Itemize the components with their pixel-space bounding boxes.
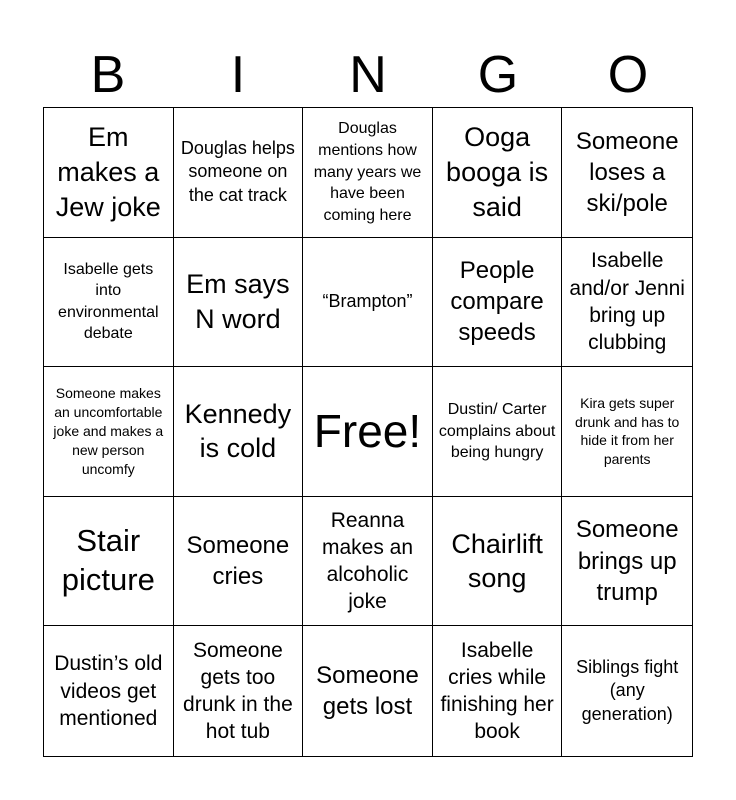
bingo-cell-r3-c5[interactable] bbox=[562, 367, 692, 497]
bingo-board bbox=[43, 107, 693, 757]
bingo-cell-r5-c4[interactable] bbox=[433, 626, 563, 756]
bingo-cell-r5-c3[interactable] bbox=[303, 626, 433, 756]
bingo-cell-r1-c4[interactable] bbox=[433, 108, 563, 238]
header-letter-b: B bbox=[90, 46, 126, 104]
cell-text: Reanna makes an alcoholic joke bbox=[321, 508, 414, 614]
bingo-cell-r5-c2[interactable] bbox=[174, 626, 304, 756]
header-letter-n: N bbox=[349, 46, 387, 104]
cell-text: Em makes a Jew joke bbox=[55, 122, 161, 222]
cell-text: Stair picture bbox=[61, 523, 155, 598]
bingo-cell-r4-c2[interactable] bbox=[174, 497, 304, 627]
cell-text: Isabelle and/or Jenni bring up clubbing bbox=[569, 249, 685, 355]
cell-text: Someone brings up trump bbox=[575, 516, 679, 606]
bingo-cell-r1-c5[interactable] bbox=[562, 108, 692, 238]
bingo-cell-r3-c2[interactable] bbox=[174, 367, 304, 497]
cell-text: Isabelle gets into environmental debate bbox=[58, 260, 159, 343]
cell-text: Someone loses a ski/pole bbox=[575, 127, 679, 217]
bingo-cell-r4-c1[interactable] bbox=[44, 497, 174, 627]
cell-text: Someone gets lost bbox=[316, 662, 419, 721]
bingo-header bbox=[43, 44, 693, 106]
cell-text: Chairlift song bbox=[451, 528, 543, 594]
bingo-cell-r4-c5[interactable] bbox=[562, 497, 692, 627]
cell-text: Dustin/ Carter complains about being hungry bbox=[438, 401, 556, 462]
cell-text: Douglas helps someone on the cat track bbox=[180, 137, 295, 206]
cell-text: Siblings fight (any generation) bbox=[576, 656, 679, 725]
cell-text: “Brampton” bbox=[322, 291, 413, 312]
bingo-cell-r2-c3[interactable] bbox=[303, 238, 433, 368]
bingo-cell-r5-c5[interactable] bbox=[562, 626, 692, 756]
bingo-cell-r2-c5[interactable] bbox=[562, 238, 692, 368]
cell-text: Someone makes an uncomfortable joke and makes a new person uncomfy bbox=[53, 385, 164, 477]
bingo-cell-r2-c1[interactable] bbox=[44, 238, 174, 368]
bingo-cell-r4-c3[interactable] bbox=[303, 497, 433, 627]
cell-text: Isabelle cries while finishing her book bbox=[440, 638, 554, 744]
bingo-cell-r5-c1[interactable] bbox=[44, 626, 174, 756]
cell-text: People compare speeds bbox=[450, 257, 544, 347]
header-letter-i: I bbox=[230, 46, 246, 104]
cell-text: Douglas mentions how many years we have been coming here bbox=[313, 120, 422, 224]
cell-text: Kennedy is cold bbox=[184, 398, 292, 464]
bingo-cell-r1-c1[interactable] bbox=[44, 108, 174, 238]
bingo-cell-r3-c4[interactable] bbox=[433, 367, 563, 497]
cell-text: Someone cries bbox=[186, 531, 290, 591]
cell-text: Ooga booga is said bbox=[446, 122, 549, 222]
header-letter-o: O bbox=[607, 46, 649, 104]
cell-text: Someone gets too drunk in the hot tub bbox=[183, 638, 293, 744]
cell-text: Kira gets super drunk and has to hide it from her parents bbox=[575, 394, 680, 468]
bingo-cell-r2-c2[interactable] bbox=[174, 238, 304, 368]
bingo-cell-r3-c1[interactable] bbox=[44, 367, 174, 497]
free-space-text: Free! bbox=[313, 405, 422, 458]
header-letter-g: G bbox=[477, 46, 519, 104]
bingo-cell-r4-c4[interactable] bbox=[433, 497, 563, 627]
bingo-cell-r3-c3-free[interactable] bbox=[303, 367, 433, 497]
bingo-cell-r1-c2[interactable] bbox=[174, 108, 304, 238]
bingo-cell-r2-c4[interactable] bbox=[433, 238, 563, 368]
bingo-cell-r1-c3[interactable] bbox=[303, 108, 433, 238]
cell-text: Dustin’s old videos get mentioned bbox=[54, 652, 163, 730]
cell-text: Em says N word bbox=[186, 269, 290, 334]
